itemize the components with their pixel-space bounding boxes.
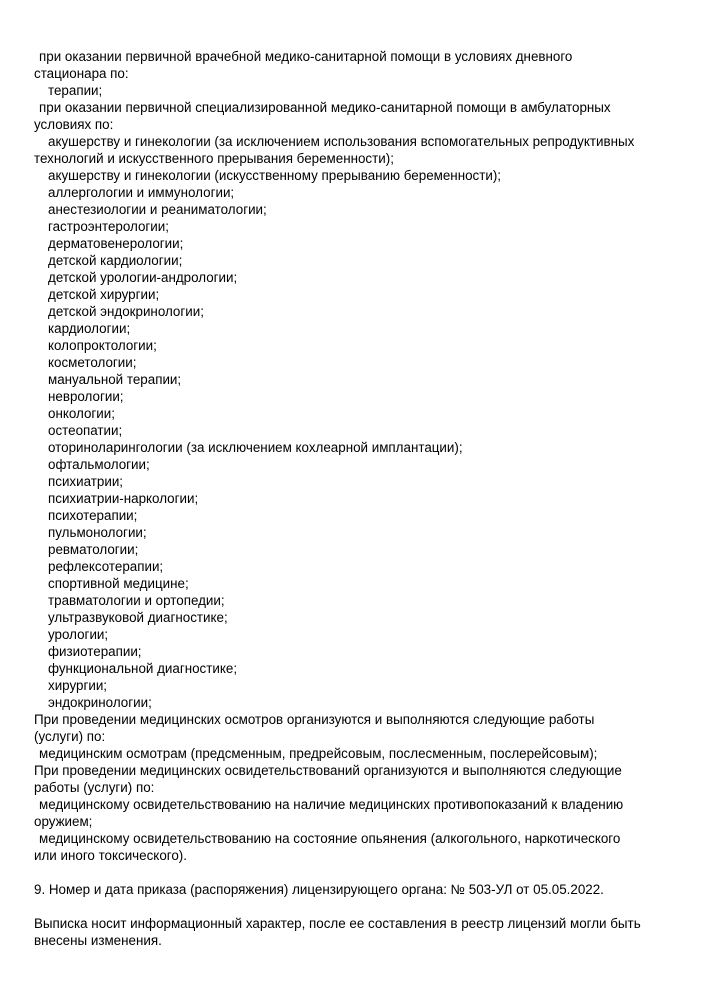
list-item: физиотерапии; (48, 644, 142, 659)
list-item: рефлексотерапии; (48, 559, 164, 574)
text-line: условиях по: (34, 117, 114, 132)
list-item: пульмонологии; (48, 525, 147, 540)
text-line: медицинскому освидетельствованию на наличие медицинских противопоказаний к владению (39, 797, 624, 812)
list-item: ревматологии; (48, 542, 139, 557)
list-item: колопроктологии; (48, 338, 157, 353)
list-item: эндокринологии; (48, 695, 152, 710)
text-line: (услуги) по: (34, 729, 106, 744)
text-line: медицинским осмотрам (предсменным, предрейсовым, послесменным, послерейсовым); (39, 746, 598, 761)
list-item: спортивной медицине; (48, 576, 189, 591)
list-item: урологии; (48, 627, 109, 642)
text-line: терапии; (48, 83, 103, 98)
text-line: стационара по: (34, 66, 129, 81)
list-item: онкологии; (48, 406, 115, 421)
list-item: детской урологии-андрологии; (48, 270, 238, 285)
text-line: при оказании первичной специализированной медико-санитарной помощи в амбулаторных (39, 100, 611, 115)
text-line: оружием; (34, 814, 93, 829)
list-item: функциональной диагностике; (48, 661, 238, 676)
list-item: аллергологии и иммунологии; (48, 185, 235, 200)
list-item: психотерапии; (48, 508, 138, 523)
text-line: При проведении медицинских освидетельствований организуются и выполняются следующие (34, 763, 622, 778)
list-item: психиатрии; (48, 474, 124, 489)
text-line: при оказании первичной врачебной медико-санитарной помощи в условиях дневного (39, 49, 573, 64)
list-item: офтальмологии; (48, 457, 150, 472)
list-item: дерматовенерологии; (48, 236, 184, 251)
disclaimer-line: Выписка носит информационный характер, после ее составления в реестр лицензий могли быть (34, 916, 641, 931)
list-item: гастроэнтерологии; (48, 219, 169, 234)
list-item: детской эндокринологии; (48, 304, 204, 319)
text-line: При проведении медицинских осмотров организуются и выполняются следующие работы (34, 712, 595, 727)
list-item: оториноларингологии (за исключением кохлеарной имплантации); (48, 440, 463, 455)
list-item: акушерству и гинекологии (искусственному прерыванию беременности); (48, 168, 502, 183)
list-item: неврологии; (48, 389, 124, 404)
text-line: или иного токсического). (34, 848, 187, 863)
list-item: травматологии и ортопедии; (48, 593, 225, 608)
text-line: акушерству и гинекологии (за исключением использования вспомогательных репродуктивных (48, 134, 635, 149)
disclaimer-line: внесены изменения. (34, 933, 162, 948)
list-item: мануальной терапии; (48, 372, 182, 387)
text-line: работы (услуги) по: (34, 780, 155, 795)
list-item: хирургии; (48, 678, 108, 693)
text-line: медицинскому освидетельствованию на состояние опьянения (алкогольного, наркотического (39, 831, 621, 846)
list-item: анестезиологии и реаниматологии; (48, 202, 267, 217)
list-item: кардиологии; (48, 321, 131, 336)
list-item: косметологии; (48, 355, 137, 370)
list-item: ультразвуковой диагностике; (48, 610, 228, 625)
text-line: технологий и искусственного прерывания беременности); (34, 151, 394, 166)
list-item: детской кардиологии; (48, 253, 183, 268)
order-line: 9. Номер и дата приказа (распоряжения) лицензирующего органа: № 503-УЛ от 05.05.2022. (34, 882, 604, 897)
list-item: детской хирургии; (48, 287, 160, 302)
list-item: психиатрии-наркологии; (48, 491, 199, 506)
list-item: остеопатии; (48, 423, 123, 438)
